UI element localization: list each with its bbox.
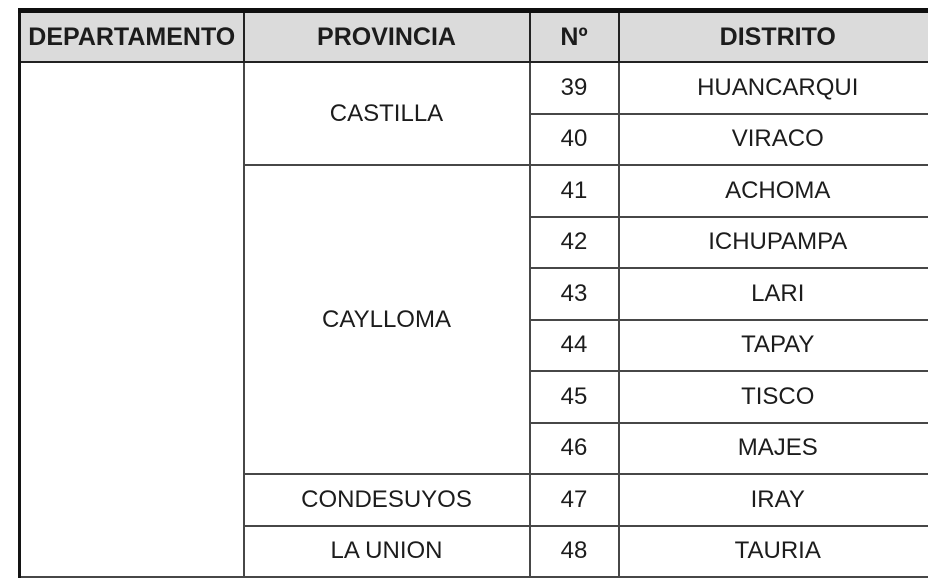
province-cell: CASTILLA xyxy=(244,62,530,165)
departamento-cell xyxy=(20,62,244,577)
header-row xyxy=(20,11,928,63)
district-name-cell: IRAY xyxy=(619,474,928,526)
table-header xyxy=(20,11,928,63)
header-cell-numero: Nº xyxy=(530,11,619,63)
district-name-cell: TAPAY xyxy=(619,320,928,372)
district-number-cell: 39 xyxy=(530,62,619,114)
district-number-cell: 45 xyxy=(530,371,619,423)
district-number-cell: 46 xyxy=(530,423,619,475)
province-cell: LA UNION xyxy=(244,526,530,578)
district-name-cell: LARI xyxy=(619,268,928,320)
district-name-cell: VIRACO xyxy=(619,114,928,166)
district-number-cell: 42 xyxy=(530,217,619,269)
districts-table xyxy=(18,8,928,578)
district-number-cell: 43 xyxy=(530,268,619,320)
province-cell: CAYLLOMA xyxy=(244,165,530,474)
district-number-cell: 47 xyxy=(530,474,619,526)
district-number-cell: 41 xyxy=(530,165,619,217)
district-name-cell: TAURIA xyxy=(619,526,928,578)
table-body xyxy=(20,62,928,577)
district-number-cell: 44 xyxy=(530,320,619,372)
header-cell-provincia: PROVINCIA xyxy=(244,11,530,63)
district-name-cell: ICHUPAMPA xyxy=(619,217,928,269)
district-name-cell: HUANCARQUI xyxy=(619,62,928,114)
header-cell-departamento: DEPARTAMENTO xyxy=(20,11,244,63)
district-number-cell: 48 xyxy=(530,526,619,578)
district-name-cell: TISCO xyxy=(619,371,928,423)
district-number-cell: 40 xyxy=(530,114,619,166)
province-cell: CONDESUYOS xyxy=(244,474,530,526)
header-cell-distrito: DISTRITO xyxy=(619,11,928,63)
district-name-cell: MAJES xyxy=(619,423,928,475)
district-name-cell: ACHOMA xyxy=(619,165,928,217)
table-row xyxy=(20,62,928,114)
